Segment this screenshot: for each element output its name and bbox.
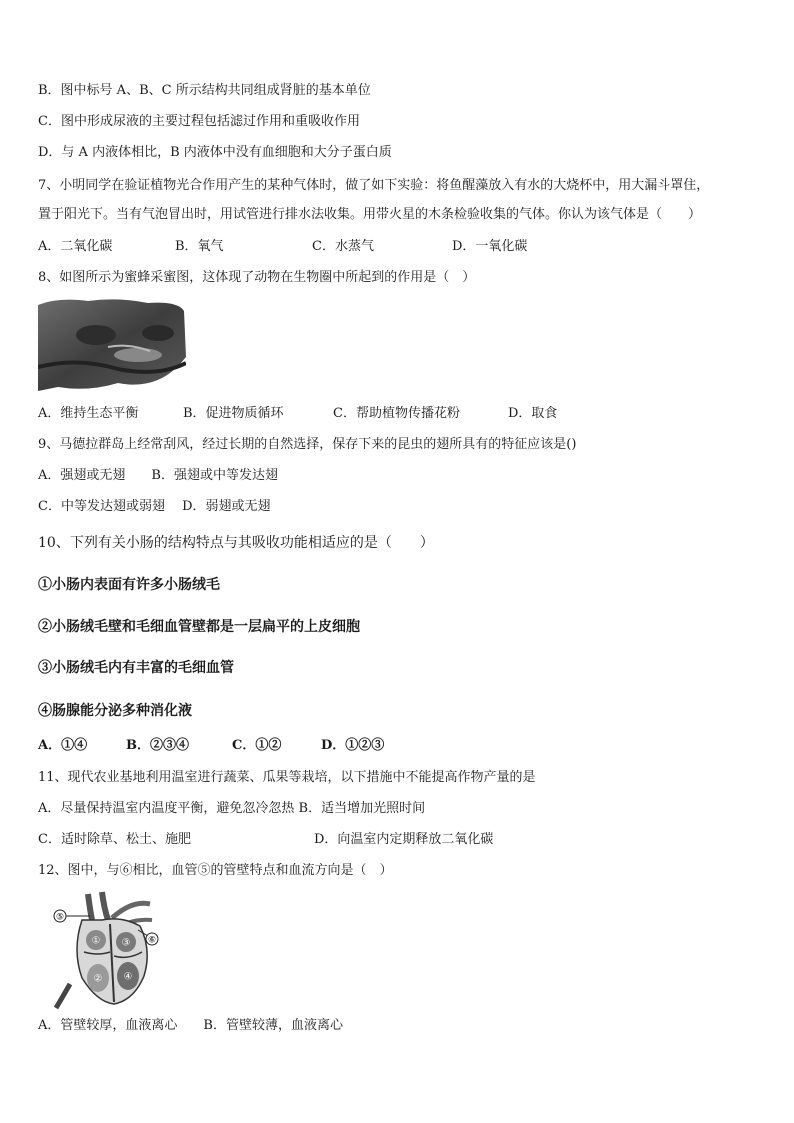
q6-option-c: C．图中形成尿液的主要过程包括滤过作用和重吸收作用 xyxy=(38,114,360,129)
heart-label-5: ⑤ xyxy=(55,912,65,923)
q8-option-a: A．维持生态平衡 xyxy=(38,406,139,421)
q10-statement-1: ①小肠内表面有许多小肠绒毛 xyxy=(38,577,220,593)
q6-option-b: B．图中标号 A、B、C 所示结构共同组成肾脏的基本单位 xyxy=(38,83,371,98)
q11-options-ab: A．尽量保持温室内温度平衡，避免忽冷忽热 B．适当增加光照时间 xyxy=(38,801,426,816)
q9-options-cd: C．中等发达翅或弱翅 D．弱翅或无翅 xyxy=(38,499,271,514)
q9-options-ab: A．强翅或无翅 B．强翅或中等发达翅 xyxy=(38,468,278,483)
q8-stem: 8、如图所示为蜜蜂采蜜图，这体现了动物在生物圈中所起到的作用是（ ） xyxy=(38,270,476,285)
q7-stem-line1: 7、小明同学在验证植物光合作用产生的某种气体时，做了如下实验：将鱼醒藻放入有水的大烧杯中，用大漏斗罩住， xyxy=(38,178,710,193)
q7-option-c: C．水蒸气 xyxy=(312,239,374,254)
q12-stem: 12、图中，与⑥相比，血管⑤的管壁特点和血流方向是（ ） xyxy=(38,863,393,878)
heart-label-1: ① xyxy=(91,935,101,947)
heart-label-3: ③ xyxy=(121,937,131,949)
q10-stem: 10、下列有关小肠的结构特点与其吸收功能相适应的是（ ） xyxy=(38,535,434,551)
heart-label-4: ④ xyxy=(123,971,133,983)
q7-option-d: D．一氧化碳 xyxy=(452,239,528,254)
q8-option-b: B．促进物质循环 xyxy=(183,406,284,421)
q10-option-d: D．①②③ xyxy=(321,738,385,753)
q11-stem: 11、现代农业基地利用温室进行蔬菜、瓜果等栽培，以下措施中不能提高作物产量的是 xyxy=(38,770,536,785)
q7-stem-line2: 置于阳光下。当有气泡冒出时，用试管进行排水法收集。用带火星的木条检验收集的气体。你认为该气体是（ ） xyxy=(38,207,702,222)
q6-option-d: D．与 A 内液体相比，B 内液体中没有血细胞和大分子蛋白质 xyxy=(38,145,392,160)
q10-option-b: B．②③④ xyxy=(126,738,189,753)
bee-flower-image xyxy=(38,297,186,392)
q7-option-b: B．氧气 xyxy=(175,239,224,254)
q10-statement-4: ④肠腺能分泌多种消化液 xyxy=(38,703,192,719)
q11-option-c: C．适时除草、松土、施肥 xyxy=(38,832,191,847)
q8-option-d: D．取食 xyxy=(508,406,558,421)
q11-option-d: D．向温室内定期释放二氧化碳 xyxy=(314,832,494,847)
q9-stem: 9、马德拉群岛上经常刮风，经过长期的自然选择，保存下来的昆虫的翅所具有的特征应该是() xyxy=(38,437,577,452)
q10-statement-2: ②小肠绒毛壁和毛细血管壁都是一层扁平的上皮细胞 xyxy=(38,619,360,635)
heart-label-6: ⑥ xyxy=(147,935,157,946)
q12-options-ab: A．管壁较厚，血液离心 B．管壁较薄，血液离心 xyxy=(38,1018,343,1033)
q10-option-a: A．①④ xyxy=(38,738,88,753)
q8-option-c: C．帮助植物传播花粉 xyxy=(333,406,460,421)
heart-label-2: ② xyxy=(93,973,103,985)
q10-option-c: C．①② xyxy=(232,738,282,753)
q10-statement-3: ③小肠绒毛内有丰富的毛细血管 xyxy=(38,660,234,676)
q7-option-a: A．二氧化碳 xyxy=(38,239,113,254)
heart-diagram xyxy=(52,890,164,1010)
